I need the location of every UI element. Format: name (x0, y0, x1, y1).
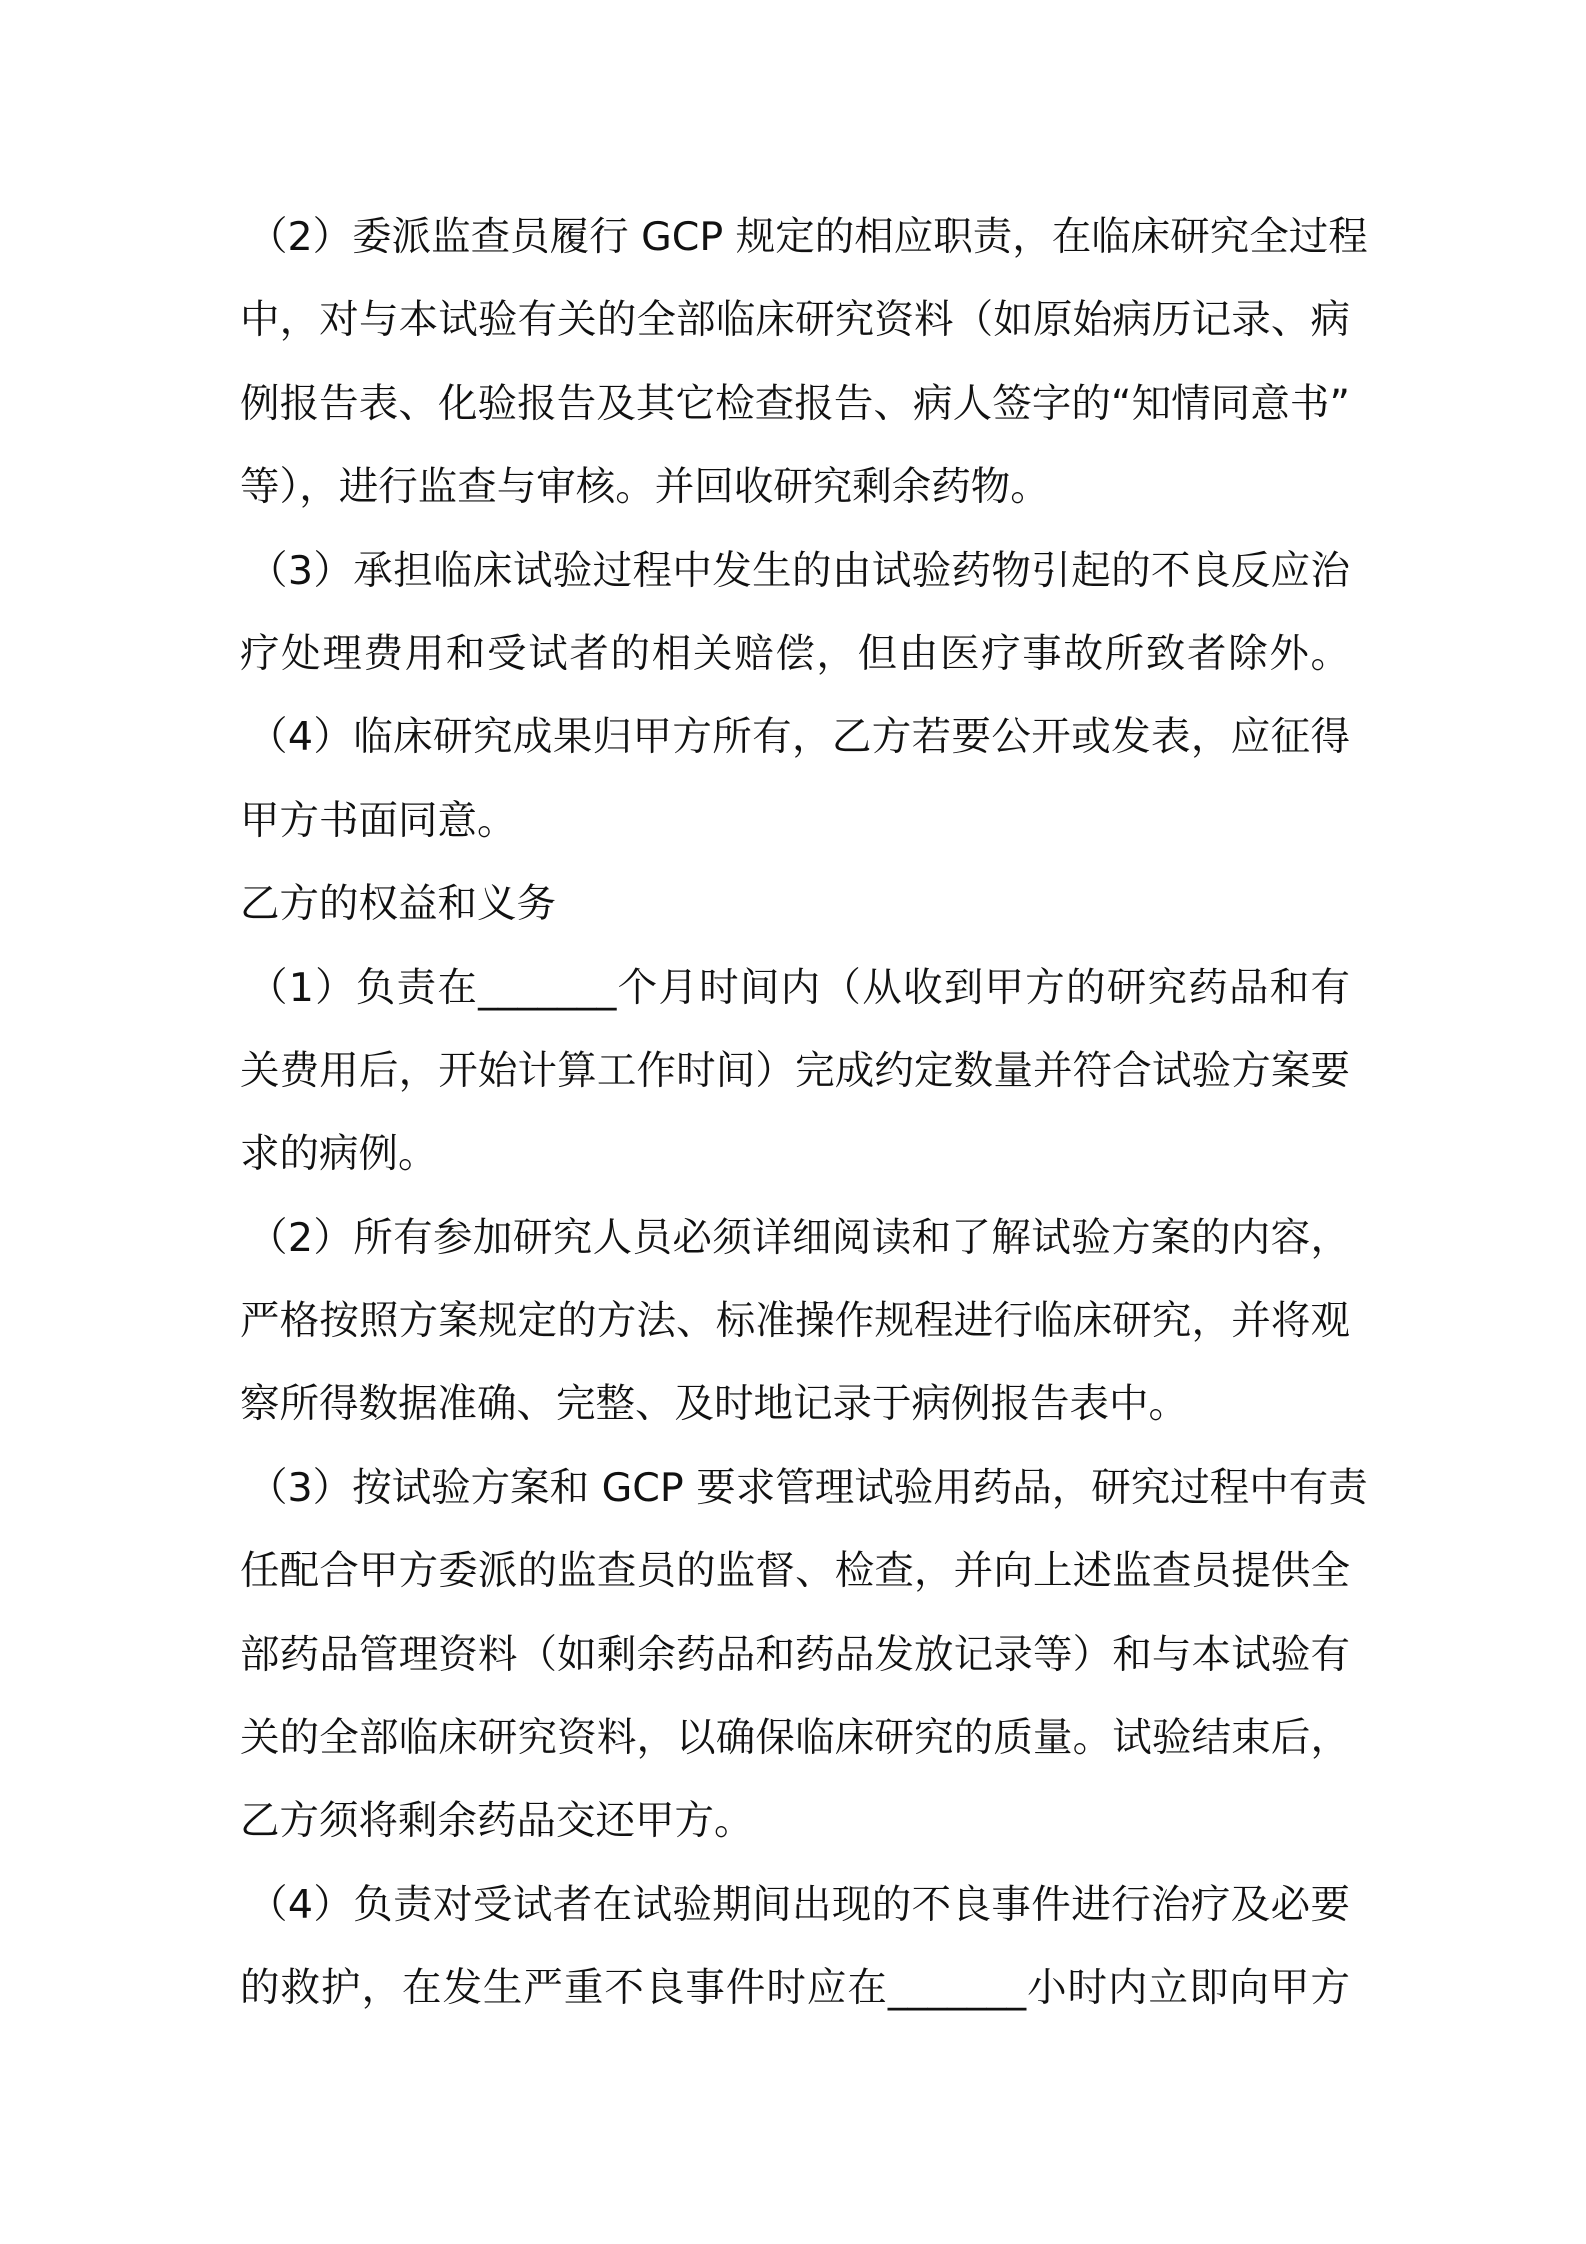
text-line: 部药品管理资料（如剩余药品和药品发放记录等）和与本试验有 (240, 1631, 1350, 1678)
text-line: 关的全部临床研究资料，以确保临床研究的质量。试验结束后， (240, 1715, 1350, 1762)
text-line: 的救护，在发生严重不良事件时应在_______小时内立即向甲方 (240, 1965, 1350, 2012)
section-heading: 乙方的权益和义务 (240, 881, 556, 928)
text-line: 任配合甲方委派的监查员的监督、检查，并向上述监查员提供全 (240, 1548, 1350, 1595)
document-body (240, 196, 1368, 2031)
text-line: 察所得数据准确、完整、及时地记录于病例报告表中。 (240, 1381, 1188, 1428)
text-line: （4）负责对受试者在试验期间出现的不良事件进行治疗及必要 (248, 1881, 1350, 1928)
text-line: 等），进行监查与审核。并回收研究剩余药物。 (240, 464, 1050, 511)
text-line: （2）所有参加研究人员必须详细阅读和了解试验方案的内容， (248, 1214, 1350, 1261)
text-line: 严格按照方案规定的方法、标准操作规程进行临床研究，并将观 (240, 1298, 1350, 1345)
text-line: （3）承担临床试验过程中发生的由试验药物引起的不良反应治 (248, 547, 1350, 594)
text-line: 求的病例。 (240, 1131, 438, 1178)
text-line: 乙方须将剩余药品交还甲方。 (240, 1798, 754, 1845)
text-line: 疗处理费用和受试者的相关赔偿，但由医疗事故所致者除外。 (240, 630, 1350, 677)
text-line: 中，对与本试验有关的全部临床研究资料（如原始病历记录、病 (240, 297, 1350, 344)
text-line: （1）负责在_______个月时间内（从收到甲方的研究药品和有 (248, 964, 1350, 1011)
text-line: 例报告表、化验报告及其它检查报告、病人签字的“知情同意书” (240, 380, 1350, 427)
text-line: （3）按试验方案和 GCP 要求管理试验用药品，研究过程中有责 (248, 1464, 1368, 1511)
text-line: （2）委派监查员履行 GCP 规定的相应职责，在临床研究全过程 (248, 214, 1368, 260)
text-line: （4）临床研究成果归甲方所有，乙方若要公开或发表，应征得 (248, 714, 1350, 761)
text-line: 甲方书面同意。 (240, 797, 517, 844)
text-line: 关费用后，开始计算工作时间）完成约定数量并符合试验方案要 (240, 1047, 1350, 1094)
